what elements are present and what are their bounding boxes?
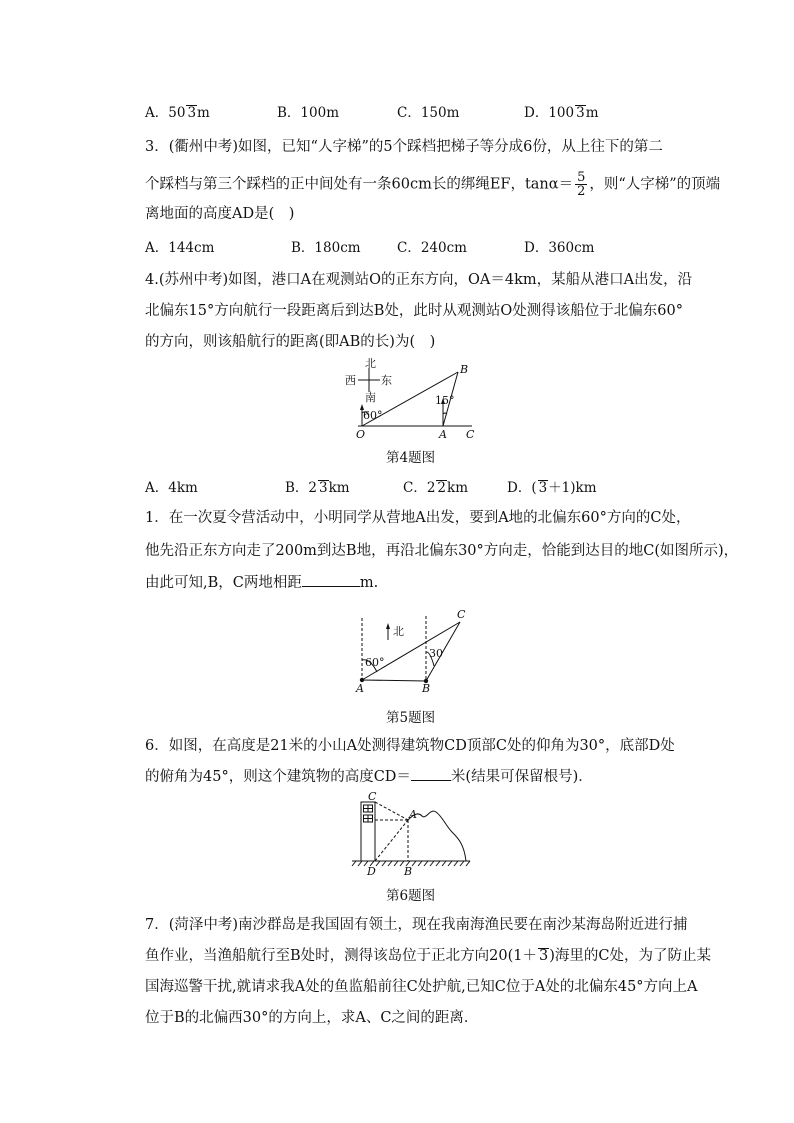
- q5-point-c: C: [457, 608, 466, 621]
- q3-option-c: C．240cm: [397, 240, 467, 256]
- q2-option-b: B．100m: [277, 105, 339, 121]
- q7-line-4: 位于B的北偏西30°的方向上，求A、C之间的距离．: [145, 1010, 479, 1026]
- q4-angle-a: 15°: [435, 394, 455, 407]
- q4-angle-o: 60°: [363, 409, 383, 422]
- q3-line-2: 个踩档与第三个踩档的正中间处有一条60cm长的绑绳EF，tanα＝ $\frac{5}{2}$ ，则“人字梯”的顶端: [145, 170, 721, 199]
- q4-option-d: D．( 3＋1)km: [507, 480, 597, 496]
- q5-point-b: B: [422, 682, 431, 695]
- q5-line-3: 由此可知,B，C两地相距 m.: [145, 575, 379, 591]
- q5-line-1: 1．在一次夏令营活动中，小明同学从营地A出发，要到A地的北偏东60°方向的C处，: [145, 510, 691, 526]
- q4-line-2: 北偏东15°方向航行一段距离后到达B处，此时从观测站O处测得该船位于北偏东60°: [145, 303, 683, 319]
- q4-option-b: B．2 3km: [285, 480, 350, 496]
- q2-option-c: C．150m: [397, 105, 460, 121]
- q5-point-a: A: [356, 682, 364, 695]
- q3-option-d: D．360cm: [524, 240, 595, 256]
- q5-line-2: 他先沿正东方向走了200m到达B地，再沿北偏东30°方向走，恰能到达目的地C(如图所示)，: [145, 543, 739, 559]
- q3-option-b: B．180cm: [291, 240, 361, 256]
- q4-line-3: 的方向，则该船航行的距离(即AB的长)为( ): [145, 334, 436, 350]
- q6-point-a: A: [409, 808, 417, 821]
- q5-label-north: 北: [393, 625, 404, 638]
- q4-label-west: 西: [345, 374, 356, 387]
- q4-option-c: C．2 2km: [403, 480, 468, 496]
- q7-line-2: 鱼作业，当渔船航行至B处时，测得该岛位于正北方向20(1＋ 3)海里的C处，为了防止某: [145, 948, 711, 964]
- tan-fraction: $\frac{5}{2}$: [577, 170, 586, 199]
- q4-label-east: 东: [381, 374, 392, 387]
- q6-line-1: 6．如图，在高度是21米的小山A处测得建筑物CD顶部C处的仰角为30°，底部D处: [145, 738, 675, 754]
- q4-point-b: B: [460, 363, 469, 376]
- q7-line-3: 国海巡警干扰,就请求我A处的鱼监船前往C处护航,已知C位于A处的北偏东45°方向上A: [145, 979, 698, 995]
- q4-point-a: A: [439, 428, 447, 441]
- q3-line-1: 3．(衢州中考)如图，已知“人字梯”的5个踩档把梯子等分成6份，从上往下的第二: [145, 139, 663, 155]
- q7-line-1: 7．(菏泽中考)南沙群岛是我国固有领土，现在我南海渔民要在南沙某海岛附近进行捕: [145, 917, 688, 933]
- q4-line-1: 4.(苏州中考)如图，港口A在观测站O的正东方向，OA＝4km，某船从港口A出发，沿: [145, 272, 693, 288]
- q3-option-a: A．144cm: [145, 240, 215, 256]
- q4-point-c: C: [466, 428, 475, 441]
- q4-label-south: 南: [365, 391, 376, 404]
- q4-option-a: A．4km: [145, 480, 198, 496]
- q4-label-north: 北: [365, 357, 376, 370]
- q4-caption: 第4题图: [386, 450, 436, 466]
- q2-option-a: A．50 3m: [145, 105, 210, 121]
- q2-option-d: D．100 3m: [524, 105, 599, 121]
- q5-angle-a: 60°: [365, 656, 385, 669]
- q5-angle-b: 30: [429, 647, 443, 660]
- q6-caption: 第6题图: [386, 888, 436, 904]
- q6-point-d: D: [367, 865, 376, 878]
- q4-point-o: O: [356, 428, 366, 441]
- q5-caption: 第5题图: [386, 710, 436, 726]
- q6-line-2: 的俯角为45°，则这个建筑物的高度CD＝ 米(结果可保留根号)．: [145, 769, 593, 785]
- q6-point-c: C: [368, 790, 377, 803]
- q3-line-3: 离地面的高度AD是( ): [145, 206, 295, 222]
- q6-point-b: B: [404, 865, 413, 878]
